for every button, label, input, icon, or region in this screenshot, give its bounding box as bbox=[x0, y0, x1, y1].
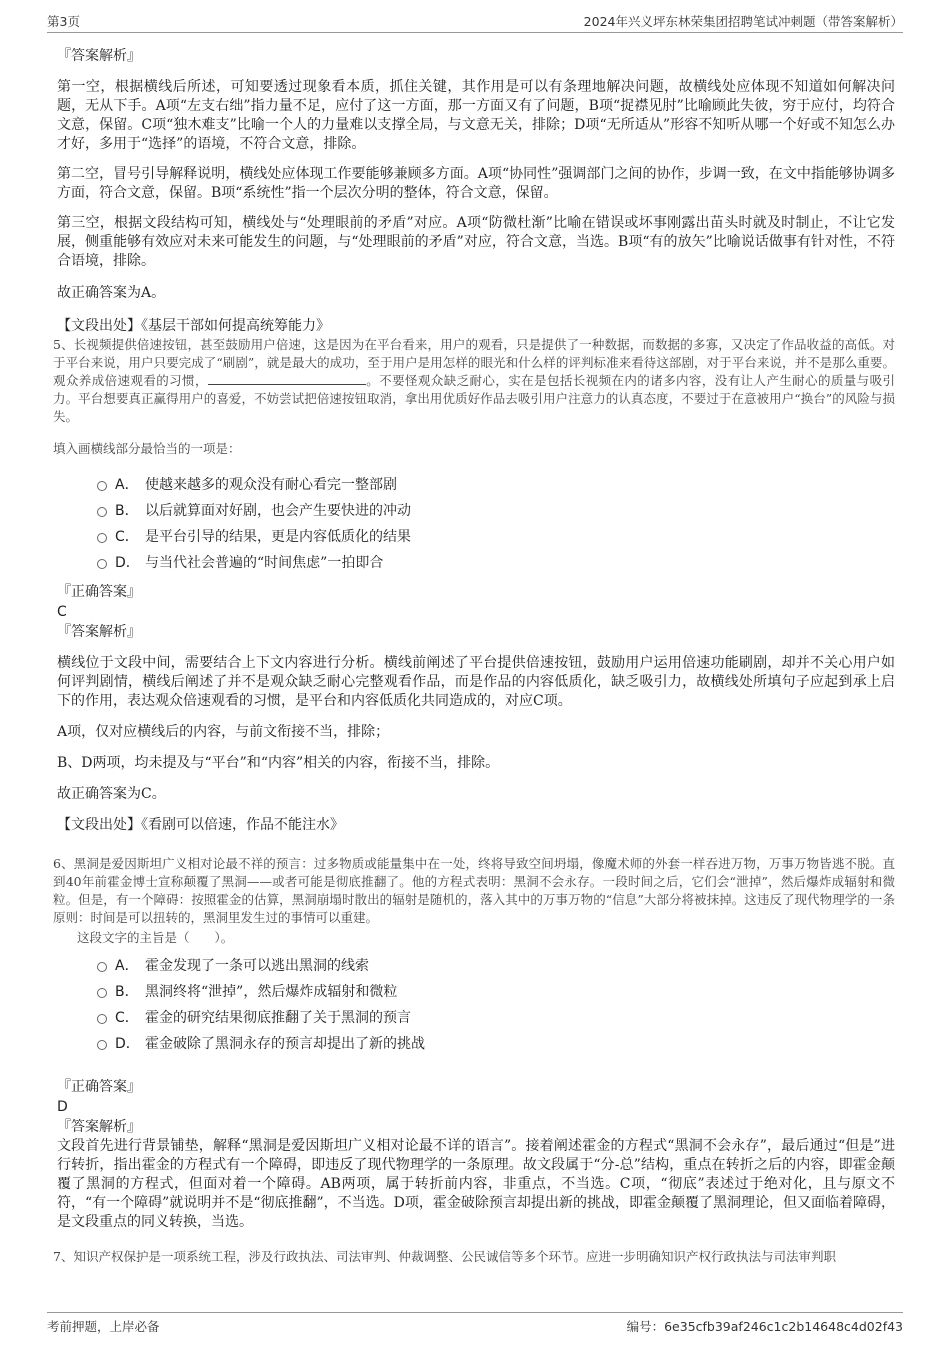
option-a[interactable]: A． 使越来越多的观众没有耐心看完一整部剧 bbox=[57, 472, 895, 498]
source-citation: 【文段出处】《基层干部如何提高统筹能力》 bbox=[57, 318, 330, 334]
analysis-paragraph: A项，仅对应横线后的内容，与前文衔接不当，排除； bbox=[57, 724, 390, 740]
document-title: 2024年兴义坪东林荣集团招聘笔试冲刺题（带答案解析） bbox=[583, 14, 903, 29]
analysis-paragraph: 第一空，根据横线后所述，可知要透过现象看本质，抓住关键，其作用是可以有条理地解决问题，故横线处应体现不知道如何解决问题，无从下手。A项“左支右绌”指力量不足，应付了这一方面，那一方面又有了问题，B项“捉襟见肘”比喻顾此失彼，穷于应付，均符合文意，保留。C项“独木难支”比喻一个人的力量难以支撑全局，与文意无关，排除；D项“无所适从”形容不知听从哪一个好或不知怎么办才好，多用于“选择”的语境，不符合文意，排除。 bbox=[57, 79, 895, 152]
question-stem: 6、黑洞是爱因斯坦广义相对论最不祥的预言：过多物质或能量集中在一处，终将导致空间坍塌，像魔术师的外套一样吞进万物，万事万物皆逃不脱。直到40年前霍金博士宣称颠覆了黑洞——或者可能是彻底推翻了。他的方程式表明：黑洞不会永存。一段时间之后，它们会“泄掉”，然后爆炸成辐射和微粒。但是，有一个障碍：按照霍金的估算，黑洞崩塌时散出的辐射是随机的，落入其中的万事万物的“信息”大部分将被抹掉。这违反了现代物理学的一条原则：时间是可以扭转的，黑洞里发生过的事情可以重建。 bbox=[53, 856, 895, 925]
question-stem: 5、长视频提供倍速按钮，甚至鼓励用户倍速，这是因为在平台看来，用户的观看，只是提供了一种数据，而数据的多寡，又决定了作品收益的高低。对于平台来说，用户只要完成了“刷剧”，就是最大的成功，至于用户是用怎样的眼光和什么样的评判标准来看待这部剧，对于平台来说，并不是那么重要。观众养成倍速观看的习惯， 。不要怪观众缺乏耐心，实在是包括长视频在内的诸多内容，没有让人产生耐心的质量与吸引力。平台想要真正赢得用户的喜爱，不妨尝试把倍速按钮取消，拿出用优质好作品去吸引用户注意力的认真态度，不要过于在意被用户“换台”的风险与损失。 bbox=[53, 337, 895, 424]
radio-icon[interactable] bbox=[97, 1040, 107, 1050]
correct-answer: D bbox=[57, 1099, 68, 1115]
page-header bbox=[47, 10, 903, 33]
radio-icon[interactable] bbox=[97, 481, 107, 491]
radio-icon[interactable] bbox=[97, 559, 107, 569]
option-d[interactable]: D． 霍金破除了黑洞永存的预言却提出了新的挑战 bbox=[57, 1031, 895, 1057]
analysis-tag: 『答案解析』 bbox=[57, 1119, 141, 1135]
analysis-tag: 『答案解析』 bbox=[57, 48, 141, 64]
page-number: 第3页 bbox=[47, 14, 80, 29]
radio-icon[interactable] bbox=[97, 962, 107, 972]
radio-icon[interactable] bbox=[97, 1014, 107, 1024]
analysis-paragraph: 文段首先进行背景铺垫，解释“黑洞是爱因斯坦广义相对论最不详的语言”。接着阐述霍金的方程式“黑洞不会永存”，最后通过“但是”进行转折，指出霍金的方程式有一个障碍，即违反了现代物理学的一条原理。故文段属于“分-总”结构，重点在转折之后的内容，即霍金颠覆了黑洞的方程式，但面对着一个障碍。AB两项，属于转折前内容，非重点，不当选。C项，“彻底”表述过于绝对化，且与原文不符，“有一个障碍”就说明并不是“彻底推翻”，不当选。D项，霍金破除预言却提出新的挑战，即霍金颠覆了黑洞理论，但又面临着障碍，是文段重点的同义转换，当选。 bbox=[57, 1138, 895, 1230]
radio-icon[interactable] bbox=[97, 988, 107, 998]
source-citation: 【文段出处】《看剧可以倍速，作品不能注水》 bbox=[57, 817, 344, 833]
conclusion: 故正确答案为C。 bbox=[57, 786, 166, 802]
question-prompt: 这段文字的主旨是（ ）。 bbox=[77, 930, 234, 945]
document-id: 编号：6e35cfb39af246c1c2b14648c4d02f43 bbox=[626, 1319, 903, 1334]
radio-icon[interactable] bbox=[97, 507, 107, 517]
question-prompt: 填入画横线部分最恰当的一项是： bbox=[53, 441, 241, 456]
radio-icon[interactable] bbox=[97, 533, 107, 543]
conclusion: 故正确答案为A。 bbox=[57, 285, 166, 301]
analysis-paragraph: B、D两项，均未提及与“平台”和“内容”相关的内容，衔接不当，排除。 bbox=[57, 755, 500, 771]
correct-answer: C bbox=[57, 604, 67, 620]
footer-slogan: 考前押题，上岸必备 bbox=[47, 1319, 160, 1334]
option-list bbox=[57, 953, 895, 1057]
option-c[interactable]: C． 霍金的研究结果彻底推翻了关于黑洞的预言 bbox=[57, 1005, 895, 1031]
page-footer bbox=[47, 1312, 903, 1333]
option-list bbox=[57, 472, 895, 576]
option-c[interactable]: C． 是平台引导的结果，更是内容低质化的结果 bbox=[57, 524, 895, 550]
answer-tag: 『正确答案』 bbox=[57, 584, 141, 600]
question-stem: 7、知识产权保护是一项系统工程，涉及行政执法、司法审判、仲裁调整、公民诚信等多个环节。应进一步明确知识产权行政执法与司法审判职 bbox=[53, 1249, 836, 1264]
option-a[interactable]: A． 霍金发现了一条可以逃出黑洞的线索 bbox=[57, 953, 895, 979]
option-b[interactable]: B． 黑洞终将“泄掉”，然后爆炸成辐射和微粒 bbox=[57, 979, 895, 1005]
answer-tag: 『正确答案』 bbox=[57, 1079, 141, 1095]
option-d[interactable]: D． 与当代社会普遍的“时间焦虑”一拍即合 bbox=[57, 550, 895, 576]
analysis-paragraph: 第二空，冒号引导解释说明，横线处应体现工作要能够兼顾多方面。A项“协同性”强调部门之间的协作，步调一致，在文中指能够协调多方面，符合文意，保留。B项“系统性”指一个层次分明的整体，符合文意，保留。 bbox=[57, 166, 895, 201]
fill-blank-line bbox=[208, 372, 366, 385]
analysis-paragraph: 横线位于文段中间，需要结合上下文内容进行分析。横线前阐述了平台提供倍速按钮，鼓励用户运用倍速功能刷剧，却并不关心用户如何评判剧情，横线后阐述了并不是观众缺乏耐心完整观看作品，而是作品的内容低质化，缺乏吸引力，故横线处所填句子应起到承上启下的作用，表达观众倍速观看的习惯，是平台和内容低质化共同造成的，对应C项。 bbox=[57, 655, 895, 709]
page-content bbox=[53, 42, 895, 1266]
analysis-tag: 『答案解析』 bbox=[57, 624, 141, 640]
analysis-paragraph: 第三空，根据文段结构可知，横线处与“处理眼前的矛盾”对应。A项“防微杜渐”比喻在错误或坏事刚露出苗头时就及时制止，不让它发展，侧重能够有效应对未来可能发生的问题，与“处理眼前的矛盾”对应，符合文意，当选。B项“有的放矢”比喻说话做事有针对性，不符合语境，排除。 bbox=[57, 215, 895, 269]
option-b[interactable]: B． 以后就算面对好剧，也会产生要快进的冲动 bbox=[57, 498, 895, 524]
